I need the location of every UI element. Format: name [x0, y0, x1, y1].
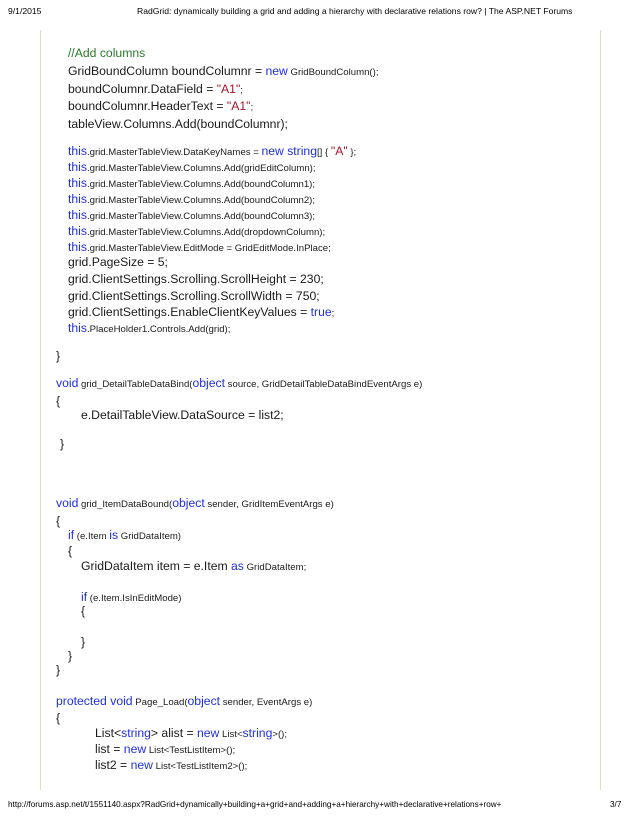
- code-text: .grid.MasterTableView.Columns.Add(boundColumn1);: [86, 179, 316, 190]
- string-literal: "A1": [226, 99, 251, 113]
- code-text: grid_ItemDataBound(: [78, 499, 173, 510]
- code-text: source, GridDetailTableDataBindEventArgs e): [225, 379, 423, 390]
- code-line: e.DetailTableView.DataSource = list2;: [81, 408, 284, 422]
- code-text: List<: [95, 726, 122, 740]
- code-line: grid.ClientSettings.Scrolling.ScrollWidth = 750;: [68, 289, 320, 303]
- page-title: RadGrid: dynamically building a grid and adding a hierarchy with declarative relations row? | The ASP.NET Forums: [137, 6, 573, 16]
- code-line: [68, 529, 181, 542]
- code-line: [68, 83, 243, 96]
- code-text: >();: [272, 729, 288, 740]
- code-line: {: [56, 514, 61, 528]
- code-text: List<TestListItem>();: [146, 745, 236, 756]
- keyword-object: object: [187, 694, 221, 708]
- code-text: boundColumnr.HeaderText =: [68, 99, 227, 113]
- code-line: }: [68, 649, 73, 663]
- code-text: };: [347, 147, 357, 158]
- code-line: [81, 560, 306, 573]
- keyword-this: this: [68, 321, 87, 335]
- code-line: }: [56, 349, 61, 363]
- keyword-this: this: [68, 208, 87, 222]
- code-text: .grid.MasterTableView.Columns.Add(boundColumn2);: [86, 195, 316, 206]
- keyword-is: is: [109, 528, 119, 542]
- code-text: .grid.MasterTableView.DataKeyNames =: [86, 147, 262, 158]
- string-literal: "A": [330, 144, 348, 158]
- keyword-if: if: [81, 590, 88, 604]
- code-text: .PlaceHolder1.Controls.Add(grid);: [86, 324, 231, 335]
- code-line: [56, 497, 334, 510]
- code-text: GridDataItem;: [243, 562, 307, 573]
- code-text: [] {: [317, 147, 331, 158]
- code-line: {: [56, 711, 61, 725]
- code-line: [95, 727, 287, 740]
- code-text: list =: [95, 742, 124, 756]
- code-text: (e.Item: [74, 531, 110, 542]
- keyword-new: new: [265, 64, 288, 78]
- code-text: .grid.MasterTableView.Columns.Add(gridEditColumn);: [86, 163, 316, 174]
- code-text: grid_DetailTableDataBind(: [78, 379, 193, 390]
- keyword-as: as: [231, 559, 244, 573]
- code-line: [68, 306, 334, 319]
- code-text: List<TestListItem2>();: [152, 761, 248, 772]
- code-line: [68, 100, 253, 113]
- keyword-new: new: [130, 758, 153, 772]
- code-line: grid.ClientSettings.Scrolling.ScrollHeight = 230;: [68, 272, 324, 286]
- code-line: [68, 225, 325, 238]
- code-line: [81, 591, 181, 604]
- code-text: Page_Load(: [132, 697, 188, 708]
- code-text: sender, EventArgs e): [220, 697, 313, 708]
- code-text: grid.ClientSettings.EnableClientKeyValues =: [68, 305, 311, 319]
- code-text: GridBoundColumn();: [287, 67, 379, 78]
- code-line: [56, 695, 312, 708]
- keyword-string: string: [121, 726, 151, 740]
- code-line: [95, 759, 247, 772]
- page-number: 3/7: [610, 800, 622, 809]
- code-line: {: [68, 544, 73, 558]
- keyword-this: this: [68, 144, 87, 158]
- code-text: boundColumnr.DataField =: [68, 82, 217, 96]
- keyword-this: this: [68, 160, 87, 174]
- keyword-new: new: [261, 144, 284, 158]
- code-text: (e.Item.IsInEditMode): [87, 593, 182, 604]
- keyword-void: void: [110, 694, 133, 708]
- code-text: .grid.MasterTableView.Columns.Add(dropdownColumn);: [86, 227, 326, 238]
- keyword-true: true: [310, 305, 332, 319]
- code-line: [68, 209, 315, 222]
- code-line: {: [81, 604, 86, 618]
- code-text: .grid.MasterTableView.Columns.Add(boundColumn3);: [86, 211, 316, 222]
- keyword-this: this: [68, 192, 87, 206]
- code-line: [68, 241, 331, 254]
- code-line: tableView.Columns.Add(boundColumnr);: [68, 117, 288, 131]
- code-line: }: [81, 635, 86, 649]
- code-line: [95, 743, 235, 756]
- keyword-protected: protected: [56, 694, 107, 708]
- code-line: [68, 322, 230, 335]
- code-line: }: [60, 437, 65, 451]
- page-url: http://forums.asp.net/t/1551140.aspx?RadGrid+dynamically+building+a+grid+and+adding+a+hierarchy+with+declarative+relations+row+: [8, 800, 502, 809]
- code-line: }: [56, 663, 61, 677]
- string-literal: "A1": [216, 82, 241, 96]
- code-text: List<: [219, 729, 243, 740]
- code-text: GridDataItem item = e.Item: [81, 559, 232, 573]
- keyword-this: this: [68, 240, 87, 254]
- keyword-void: void: [56, 376, 79, 390]
- keyword-string: string: [287, 144, 317, 158]
- code-text: GridDataItem): [118, 531, 182, 542]
- keyword-if: if: [68, 528, 75, 542]
- keyword-string: string: [242, 726, 273, 740]
- code-text: sender, GridItemEventArgs e): [204, 499, 334, 510]
- code-text: > alist =: [150, 726, 197, 740]
- code-line: {: [56, 394, 61, 408]
- code-line: grid.PageSize = 5;: [68, 255, 168, 269]
- code-text: .grid.MasterTableView.EditMode = GridEditMode.InPlace;: [86, 243, 331, 254]
- keyword-object: object: [172, 496, 205, 510]
- keyword-object: object: [192, 376, 226, 390]
- code-line: [68, 177, 315, 190]
- code-line: [56, 377, 422, 390]
- code-line: [68, 193, 315, 206]
- code-line-comment: //Add columns: [68, 46, 146, 60]
- code-line: [68, 145, 356, 158]
- keyword-this: this: [68, 224, 87, 238]
- code-line: [68, 161, 316, 174]
- code-line: [68, 65, 379, 78]
- keyword-this: this: [68, 176, 87, 190]
- code-text: ;: [250, 102, 254, 113]
- keyword-void: void: [56, 496, 79, 510]
- code-text: ;: [240, 85, 243, 96]
- print-date: 9/1/2015: [8, 6, 42, 16]
- code-text: GridBoundColumn boundColumnr =: [68, 64, 266, 78]
- code-text: ;: [331, 308, 335, 319]
- code-text: list2 =: [95, 758, 131, 772]
- keyword-new: new: [123, 742, 147, 756]
- keyword-new: new: [196, 726, 220, 740]
